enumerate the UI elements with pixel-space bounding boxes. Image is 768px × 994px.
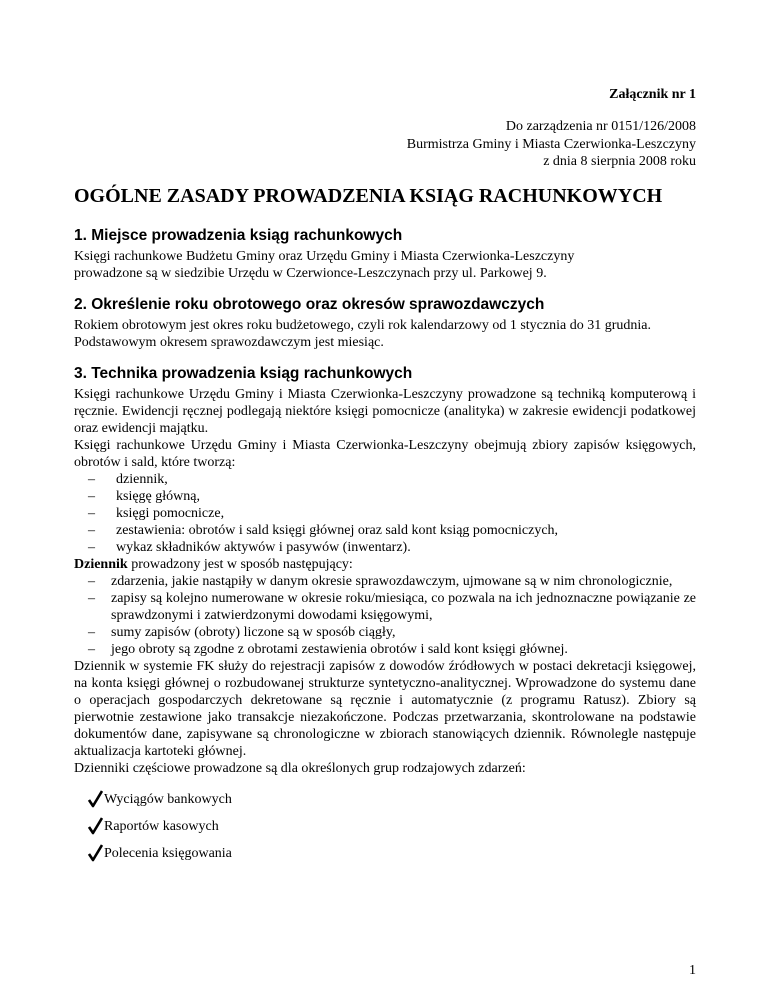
journal-rules-list: [74, 573, 696, 658]
list-item: – wykaz składników aktywów i pasywów (inwentarz).: [88, 540, 411, 555]
section-3-paragraph-3: Dziennik w systemie FK służy do rejestracji zapisów z dowodów źródłowych w postaci dekretacji księgowej, na konta księgi głównej o rozbudowanej strukturze syntetyczno-analitycznej. Wprowadzone do systemu dane o operacjach gospodarczych dekretowane są ręcznie i automatycznie (z programu Ratusz). Zbiory są pierwotnie zestawione jako transakcje niezakończone. Podczas przetwarzania, skontrolowane na podstawie dokumentów dane, zapisywane są chronologiczne w zbiorach stanowiących dziennik. Równolegle następuje aktualizacja kartoteki głównej.: [74, 659, 696, 759]
section-3-paragraph-2: Księgi rachunkowe Urzędu Gminy i Miasta Czerwionka-Leszczyny obejmują zbiory zapisów księgowych, obrotów i sald, które tworzą:: [74, 438, 696, 470]
reference-line-1: Do zarządzenia nr 0151/126/2008: [505, 119, 696, 134]
document-title: OGÓLNE ZASADY PROWADZENIA KSIĄG RACHUNKOWYCH: [74, 185, 663, 207]
list-item: – sumy zapisów (obroty) liczone są w sposób ciągły,: [88, 625, 396, 640]
partial-journals-checklist: [74, 783, 696, 862]
section-1-line-1: Księgi rachunkowe Budżetu Gminy oraz Urzędu Gminy i Miasta Czerwionka-Leszczyny: [74, 249, 575, 264]
checkmark-icon: [88, 844, 103, 862]
checkmark-icon: [88, 790, 103, 808]
journal-intro: Dziennik prowadzony jest w sposób następujący:: [74, 557, 353, 572]
section-1-heading: 1. Miejsce prowadzenia ksiąg rachunkowych: [74, 227, 403, 244]
list-item: Wyciągów bankowych: [74, 783, 696, 808]
reference-line-3: z dnia 8 sierpnia 2008 roku: [543, 154, 696, 169]
section-2: [74, 295, 696, 351]
list-item: – księgę główną,: [88, 489, 200, 504]
section-2-paragraph-1: Rokiem obrotowym jest okres roku budżetowego, czyli rok kalendarzowy od 1 stycznia do 31 grudnia.: [74, 318, 651, 333]
list-item: – zdarzenia, jakie nastąpiły w danym okresie sprawozdawczym, ujmowane są w nim chronologicznie,: [88, 574, 673, 589]
ledger-components-list: [74, 471, 696, 556]
annex-label: Załącznik nr 1: [609, 87, 696, 102]
journal-bold-label: Dziennik: [74, 557, 128, 572]
document-body: [74, 226, 696, 875]
list-item: – jego obroty są zgodne z obrotami zestawienia obrotów i sald kont księgi głównej.: [88, 642, 568, 657]
reference-block: [407, 118, 696, 171]
section-3: [74, 364, 696, 862]
reference-line-2: Burmistrza Gminy i Miasta Czerwionka-Leszczyny: [406, 136, 696, 152]
section-3-paragraph-4: Dzienniki częściowe prowadzone są dla określonych grup rodzajowych zdarzeń:: [74, 761, 526, 776]
section-2-heading: 2. Określenie roku obrotowego oraz okresów sprawozdawczych: [74, 296, 545, 313]
section-1-line-2: prowadzone są w siedzibie Urzędu w Czerwionce-Leszczynach przy ul. Parkowej 9.: [74, 266, 547, 281]
section-1: [74, 226, 696, 282]
list-item: – zapisy są kolejno numerowane w okresie roku/miesiąca, co pozwala na ich jednoznaczne powiązanie ze sprawdzonymi i zatwierdzonymi dowodami księgowymi,: [88, 591, 696, 623]
section-3-heading: 3. Technika prowadzenia ksiąg rachunkowych: [74, 365, 413, 382]
page-number: 1: [689, 963, 696, 978]
list-item: Raportów kasowych: [74, 810, 696, 835]
section-3-paragraph-1: Księgi rachunkowe Urzędu Gminy i Miasta Czerwionka-Leszczyny prowadzone są techniką komputerową i ręcznie. Ewidencji ręcznej podlegają niektóre księgi pomocnicze (analityka) w zakresie ewidencji podatkowej oraz ewidencji majątku.: [74, 387, 696, 436]
list-item: – zestawienia: obrotów i sald księgi głównej oraz sald kont ksiąg pomocniczych,: [88, 523, 559, 538]
list-item: – księgi pomocnicze,: [88, 506, 225, 521]
list-item: – dziennik,: [88, 472, 168, 487]
list-item: Polecenia księgowania: [74, 837, 696, 862]
section-2-paragraph-2: Podstawowym okresem sprawozdawczym jest miesiąc.: [74, 335, 384, 350]
checkmark-icon: [88, 817, 103, 835]
